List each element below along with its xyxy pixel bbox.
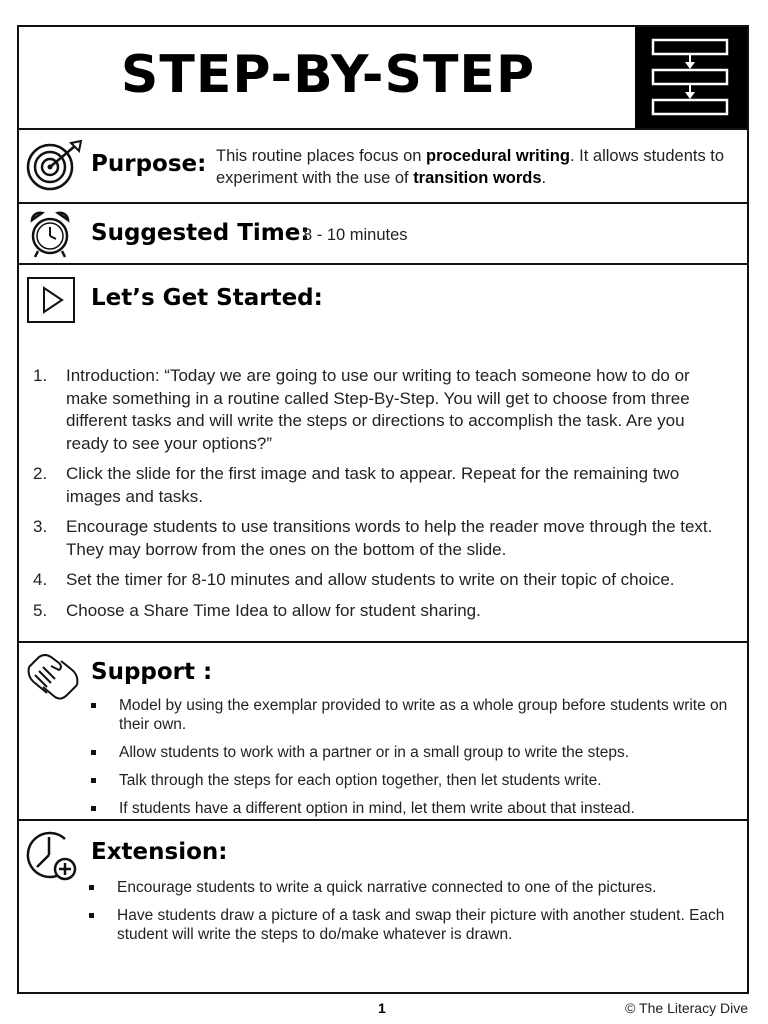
purpose-heading: Purpose: <box>91 151 207 177</box>
helping-hands-icon <box>25 647 81 710</box>
flowchart-icon <box>635 27 747 128</box>
extension-section <box>19 821 747 993</box>
time-value: 8 - 10 minutes <box>303 226 408 244</box>
list-item: 1. Introduction: “Today we are going to use our writing to teach someone how to do or make something in a routine called Step-By-Step. You will get to choose from three different tasks and will write the steps or directions to accomplish the task. Are you ready to see your options?” <box>33 366 690 453</box>
clock-plus-icon <box>25 827 81 888</box>
list-item: If students have a different option in mind, let them write about that instead. <box>89 799 729 818</box>
alarm-clock-icon <box>27 208 73 265</box>
steps-list <box>19 365 729 630</box>
target-icon <box>25 140 85 197</box>
header <box>19 27 747 128</box>
extension-list <box>87 878 727 953</box>
page-frame <box>17 25 749 994</box>
page-title: STEP-BY-STEP <box>120 45 536 105</box>
list-item: 5. Choose a Share Time Idea to allow for student sharing. <box>33 600 481 620</box>
play-icon <box>27 277 75 328</box>
page-number: 1 <box>378 1000 386 1016</box>
time-section <box>19 204 747 263</box>
list-item: Encourage students to write a quick narrative connected to one of the pictures. <box>87 878 727 897</box>
list-item: 3. Encourage students to use transitions words to help the reader move through the text. They may borrow from the ones on the bottom of the slide. <box>33 517 713 559</box>
copyright-credit: © The Literacy Dive <box>625 1000 748 1016</box>
extension-heading: Extension: <box>91 839 228 865</box>
list-item: Talk through the steps for each option together, then let students write. <box>89 771 729 790</box>
purpose-text: This routine places focus on procedural writing. It allows students to experiment with the use of transition words. <box>216 147 725 187</box>
support-section <box>19 643 747 819</box>
purpose-section <box>19 130 747 202</box>
time-heading: Suggested Time: <box>91 220 310 246</box>
list-item: Allow students to work with a partner or in a small group to write the steps. <box>89 743 729 762</box>
support-list <box>89 696 729 827</box>
started-section <box>19 265 747 641</box>
support-heading: Support : <box>91 659 213 685</box>
list-item: 4. Set the timer for 8-10 minutes and allow students to write on their topic of choice. <box>33 570 675 589</box>
started-heading: Let’s Get Started: <box>91 285 323 311</box>
list-item: Model by using the exemplar provided to write as a whole group before students write on their own. <box>89 696 729 734</box>
list-item: Have students draw a picture of a task and swap their picture with another student. Each student will write the steps to do/make whatever is drawn. <box>87 906 727 944</box>
list-item: 2. Click the slide for the first image and task to appear. Repeat for the remaining two images and tasks. <box>33 464 680 506</box>
